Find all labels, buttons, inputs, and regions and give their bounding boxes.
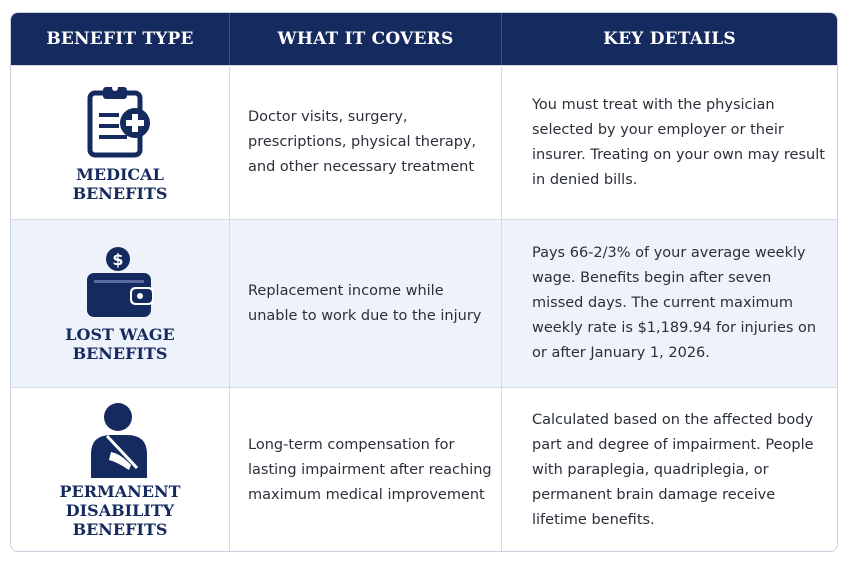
table-header: [11, 13, 837, 65]
covers-text: Long-term compensation for lasting impairment after reaching maximum medical improvement: [248, 437, 492, 503]
covers-cell: [229, 66, 501, 219]
clipboard-medical-icon: [83, 83, 157, 161]
details-cell: [501, 388, 837, 552]
details-text: Calculated based on the affected body part and degree of impairment. People with paraplegia, quadriplegia, or permanent brain damage receive lifetime benefits.: [532, 412, 814, 528]
covers-text: Doctor visits, surgery, prescriptions, physical therapy, and other necessary treatment: [248, 109, 477, 175]
details-cell: [501, 220, 837, 387]
header-key-details: KEY DETAILS: [501, 13, 837, 65]
header-benefit-type: BENEFIT TYPE: [46, 29, 194, 49]
benefit-type-cell: [11, 220, 229, 387]
benefits-table: [10, 12, 838, 552]
benefit-type-label: MEDICAL BENEFITS: [72, 164, 168, 203]
details-text: You must treat with the physician selected by your employer or their insurer. Treating on your own may result in denied bills.: [532, 96, 825, 188]
details-text: Pays 66-2/3% of your average weekly wage. Benefits begin after seven missed days. The current maximum weekly rate is $1,189.94 for injuries on or after January 1, 2026.: [532, 245, 817, 361]
details-cell: [501, 66, 837, 219]
table-row-lost-wage: [11, 219, 837, 387]
benefit-type-label: PERMANENT DISABILITY BENEFITS: [59, 482, 181, 539]
benefit-type-label: LOST WAGE BENEFITS: [65, 324, 175, 363]
wallet-dollar-icon: [82, 245, 158, 321]
covers-cell: [229, 220, 501, 387]
benefit-type-cell: [11, 388, 229, 552]
covers-text: Replacement income while unable to work due to the injury: [248, 282, 482, 324]
header-what-it-covers: WHAT IT COVERS: [229, 13, 501, 65]
covers-cell: [229, 388, 501, 552]
table-row-medical: [11, 65, 837, 219]
person-arm-sling-icon: [87, 402, 153, 478]
benefit-type-cell: [11, 66, 229, 219]
svg-text:$: $: [112, 249, 124, 269]
table-row-permanent-disability: [11, 387, 837, 552]
